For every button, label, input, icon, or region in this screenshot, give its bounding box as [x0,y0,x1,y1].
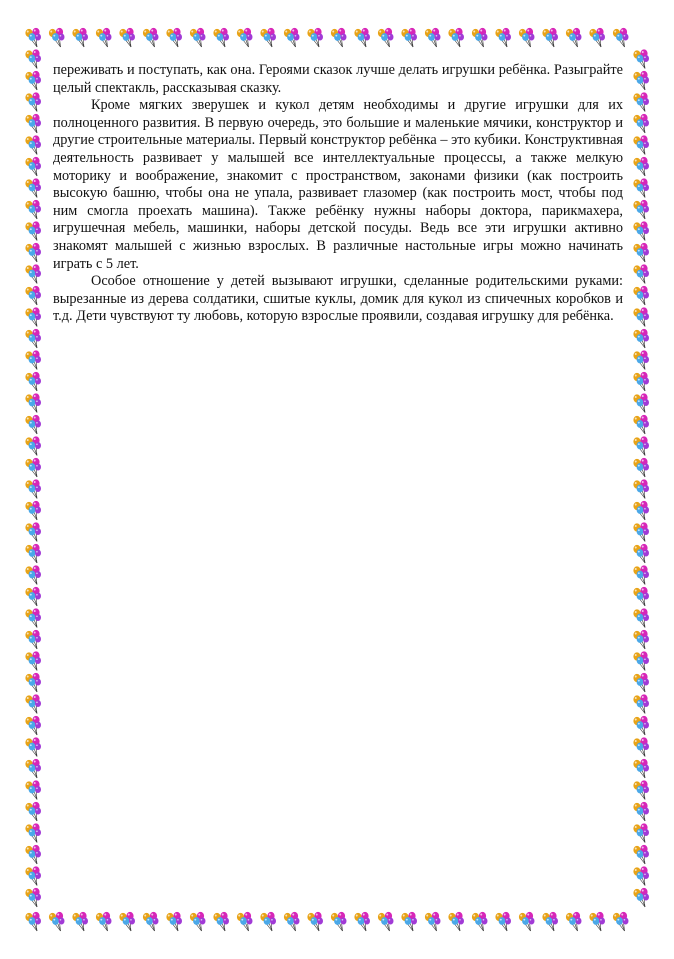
balloons-icon [633,866,649,885]
balloons-icon [25,866,41,885]
balloons-icon [633,221,649,240]
balloons-icon [25,221,41,240]
balloons-icon [25,28,41,47]
balloons-icon [633,694,649,713]
balloons-icon [25,716,41,735]
balloons-icon [331,28,347,47]
balloons-icon [633,157,649,176]
balloons-icon [633,501,649,520]
balloons-icon [331,912,347,931]
balloons-icon [633,92,649,111]
balloons-icon [25,544,41,563]
balloons-icon [25,71,41,90]
balloons-icon [25,587,41,606]
balloons-icon [566,28,582,47]
balloons-icon [448,912,464,931]
paragraph-1: переживать и поступать, как она. Героями сказок лучше делать игрушки ребёнка. Разыграйте целый спектакль, рассказывая сказку. [53,62,623,96]
balloons-icon [96,912,112,931]
balloons-icon [25,135,41,154]
balloons-icon [633,286,649,305]
balloons-icon [25,415,41,434]
balloons-icon [401,912,417,931]
balloons-icon [25,608,41,627]
balloons-icon [25,157,41,176]
balloons-icon [378,912,394,931]
balloons-icon [25,630,41,649]
balloons-icon [25,92,41,111]
balloons-icon [25,479,41,498]
balloons-icon [25,372,41,391]
balloons-icon [260,912,276,931]
balloons-icon [190,28,206,47]
balloons-icon [633,135,649,154]
balloons-icon [166,28,182,47]
balloons-icon [633,673,649,692]
balloons-icon [633,737,649,756]
balloons-icon [633,243,649,262]
balloons-icon [633,565,649,584]
balloons-icon [49,28,65,47]
balloons-icon [25,436,41,455]
balloons-icon [519,912,535,931]
balloons-icon [378,28,394,47]
balloons-icon [425,28,441,47]
balloons-icon [633,716,649,735]
balloons-icon [307,912,323,931]
balloons-icon [633,415,649,434]
balloons-icon [633,587,649,606]
balloons-icon [166,912,182,931]
balloons-icon [25,307,41,326]
balloons-icon [213,912,229,931]
balloons-icon [25,780,41,799]
balloons-icon [213,28,229,47]
balloons-icon [354,912,370,931]
balloons-icon [633,329,649,348]
balloons-icon [25,651,41,670]
balloons-icon [25,888,41,907]
balloons-icon [25,845,41,864]
balloons-icon [613,912,629,931]
balloons-icon [542,28,558,47]
balloons-icon [472,28,488,47]
balloons-icon [425,912,441,931]
balloons-icon [237,912,253,931]
balloons-icon [25,393,41,412]
balloons-icon [119,28,135,47]
balloons-icon [566,912,582,931]
balloons-icon [25,522,41,541]
balloons-icon [25,200,41,219]
balloons-icon [633,823,649,842]
balloons-icon [633,845,649,864]
balloons-icon [401,28,417,47]
balloons-icon [633,651,649,670]
balloons-icon [542,912,558,931]
balloons-icon [190,912,206,931]
balloons-icon [237,28,253,47]
balloons-icon [633,888,649,907]
balloons-icon [495,28,511,47]
balloons-icon [72,28,88,47]
balloons-icon [495,912,511,931]
balloons-icon [633,759,649,778]
balloons-icon [613,28,629,47]
balloons-icon [633,114,649,133]
balloons-icon [633,479,649,498]
balloons-icon [633,630,649,649]
balloons-icon [284,28,300,47]
balloons-icon [25,243,41,262]
balloons-icon [143,912,159,931]
balloons-icon [260,28,276,47]
balloons-icon [25,737,41,756]
balloons-icon [633,802,649,821]
balloons-icon [633,307,649,326]
balloons-icon [633,458,649,477]
balloons-icon [25,501,41,520]
balloons-icon [633,436,649,455]
balloons-icon [25,178,41,197]
balloons-icon [49,912,65,931]
balloons-icon [633,178,649,197]
balloons-icon [284,912,300,931]
balloons-icon [633,780,649,799]
balloons-icon [472,912,488,931]
balloons-icon [25,823,41,842]
balloons-icon [25,694,41,713]
balloons-icon [119,912,135,931]
balloons-icon [633,522,649,541]
balloons-icon [633,544,649,563]
balloons-icon [633,372,649,391]
balloons-icon [633,393,649,412]
balloons-icon [25,802,41,821]
balloons-icon [25,350,41,369]
balloons-icon [633,608,649,627]
balloons-icon [25,286,41,305]
balloons-icon [448,28,464,47]
balloons-icon [96,28,112,47]
balloons-icon [633,49,649,68]
balloons-icon [589,28,605,47]
balloons-icon [633,200,649,219]
balloons-icon [25,912,41,931]
balloons-icon [25,114,41,133]
balloons-icon [354,28,370,47]
paragraph-2: Кроме мягких зверушек и кукол детям необходимы и другие игрушки для их полноценного развития. В первую очередь, это большие и маленькие мячики, конструктор и другие строительные материалы. Первый конструктор ребёнка – это кубики. Конструктивная деятельность развивает у малышей все интеллектуальные процессы, а также мелкую моторику и воображение, знакомит с пространством, законами физики (как построить высокую башню, чтобы она не упала, развивает глазомер (как построить мост, чтобы под ним смогла проехать машина). Также ребёнку нужны наборы доктора, парикмахера, игрушечная мебель, машинки, наборы детской посуды. Ведь все эти игрушки активно знакомят малышей с жизнью взрослых. В различные настольные игры можно начинать играть с 5 лет. [53,97,623,272]
balloons-icon [25,759,41,778]
balloons-icon [25,565,41,584]
balloons-icon [589,912,605,931]
paragraph-3: Особое отношение у детей вызывают игрушки, сделанные родительскими руками: вырезанные из дерева солдатики, сшитые куклы, домик для кукол из спичечных коробков и т.д. Дети чувствуют ту любовь, которую взрослые проявили, создавая игрушку для ребёнка. [53,273,623,325]
balloons-icon [633,71,649,90]
balloons-icon [307,28,323,47]
balloons-icon [143,28,159,47]
balloons-icon [633,264,649,283]
balloons-icon [633,350,649,369]
balloons-icon [25,49,41,68]
balloons-icon [72,912,88,931]
balloons-icon [25,673,41,692]
balloons-icon [519,28,535,47]
document-body [53,62,623,326]
balloons-icon [25,329,41,348]
balloons-icon [25,458,41,477]
balloons-icon [25,264,41,283]
